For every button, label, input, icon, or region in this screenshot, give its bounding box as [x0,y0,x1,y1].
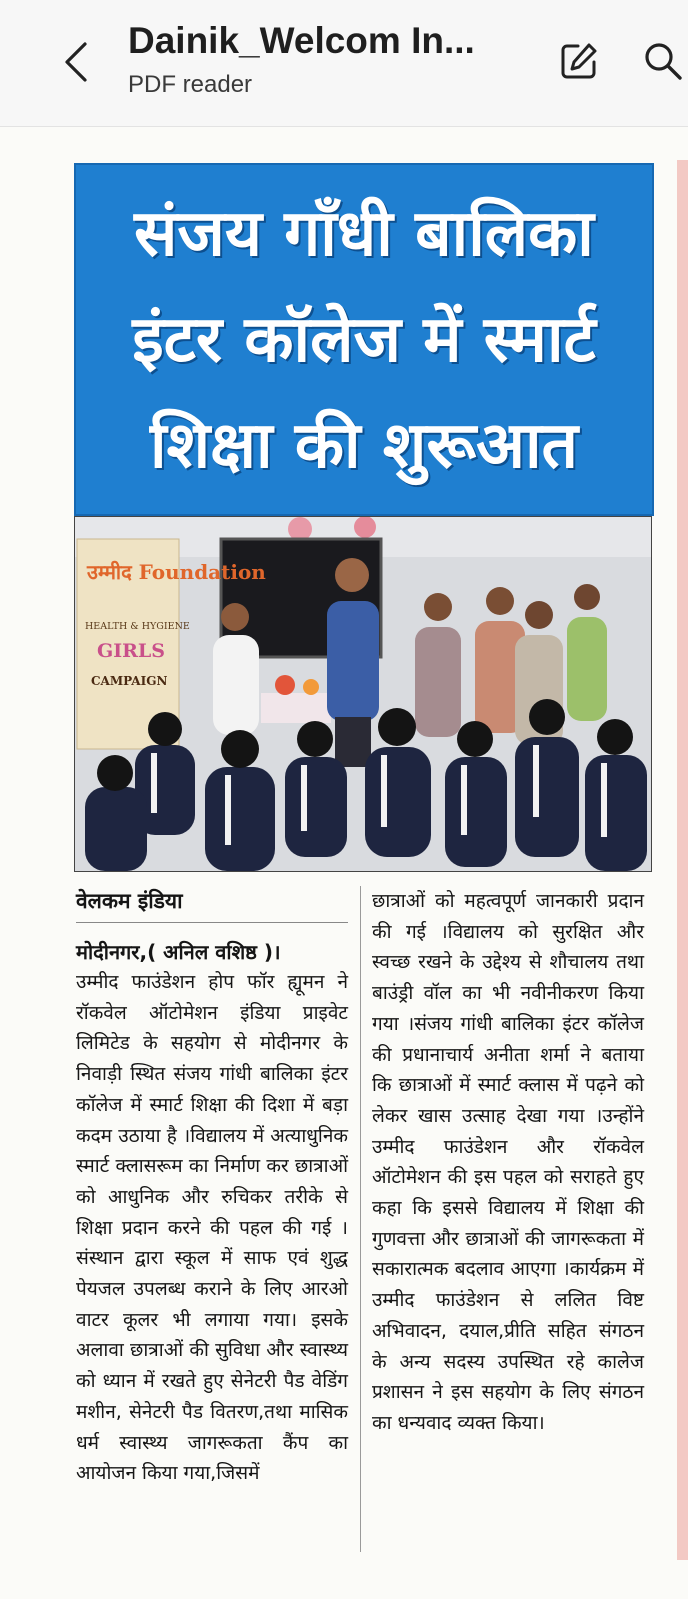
article-photo [74,516,652,872]
adjacent-column-edge [677,160,688,1560]
classroom-photo-illustration [75,517,651,871]
banner-line: GIRLS [97,640,165,662]
edit-button[interactable] [554,36,604,86]
article-paragraph: उम्मीद फाउंडेशन होप फॉर ह्यूमन ने रॉकवेल ऑटोमेशन इंडिया प्राइवेट लिमिटेड के सहयोग से मोदीनगर के निवाड़ी स्थित संजय गांधी बालिका इंटर कॉलेज में स्मार्ट शिक्षा की दिशा में बड़ा कदम उठाया है ।विद्यालय में अत्याधुनिक स्मार्ट क्लासरूम का निर्माण कर छात्राओं को आधुनिक और रुचिकर तरीके से शिक्षा प्रदान करने की पहल की गई ।संस्थान द्वारा स्कूल में साफ एवं शुद्ध पेयजल उपलब्ध कराने के लिए आरओ वाटर कूलर भी लगाया गया। इसके अलावा छात्राओं की सुविधा और स्वास्थ्य को ध्यान में रखते हुए सेनेटरी पैड वेडिंग मशीन, सेनेटरी पैड वितरण,तथा मासिक धर्म स्वास्थ्य जागरूकता कैंप का आयोजन किया गया,जिसमें [76,971,348,1485]
document-title: Dainik_Welcom In... [128,20,475,61]
dateline: मोदीनगर,( अनिल वशिष्ठ )। [76,940,281,964]
app-subtitle: PDF reader [128,71,253,98]
search-icon [642,40,684,82]
headline-line: संजय गाँधी बालिका [134,196,594,271]
byline: वेलकम इंडिया [76,886,348,923]
headline-box [74,163,654,516]
edit-icon [558,40,600,82]
back-arrow-icon [61,40,91,84]
article-column-right [372,886,644,1439]
banner-line: HEALTH & HYGIENE [85,621,190,632]
title-block [128,18,528,100]
back-button[interactable] [52,34,100,90]
banner-line: CAMPAIGN [91,674,168,688]
headline-line: इंटर कॉलेज में स्मार्ट [132,302,596,377]
headline-line: शिक्षा की शुरूआत [150,408,578,483]
column-divider [360,886,361,1552]
article-column-left [76,886,348,1489]
app-bar [0,0,688,127]
banner-logo: उम्मीद Foundation [87,560,266,584]
article-paragraph: छात्राओं को महत्वपूर्ण जानकारी प्रदान की गई ।विद्यालय को सुरक्षित और स्वच्छ रखने के उद्देश्य से शौचालय तथा बाउंड्री वॉल का भी नवीनीकरण किया गया ।संजय गांधी बालिका इंटर कॉलेज की प्रधानाचार्य अनीता शर्मा ने बताया कि छात्राओं में स्मार्ट क्लास में पढ़ने को लेकर खास उत्साह देखा गया ।उन्होंने उम्मीद फाउंडेशन और रॉकवेल ऑटोमेशन की इस पहल को सराहते हुए कहा कि इससे विद्यालय में शिक्षा की गुणवत्ता और छात्राओं की जागरूकता में सकारात्मक बदलाव आएगा ।कार्यक्रम में उम्मीद फाउंडेशन से ललित विष्ट अभिवादन, दयाल,प्रीति सहित संगठन के अन्य सदस्य उपस्थित रहे कालेज प्रशासन ने इस सहयोग के लिए संगठन का धन्यवाद व्यक्त किया। [372,890,644,1434]
search-button[interactable] [638,36,688,86]
